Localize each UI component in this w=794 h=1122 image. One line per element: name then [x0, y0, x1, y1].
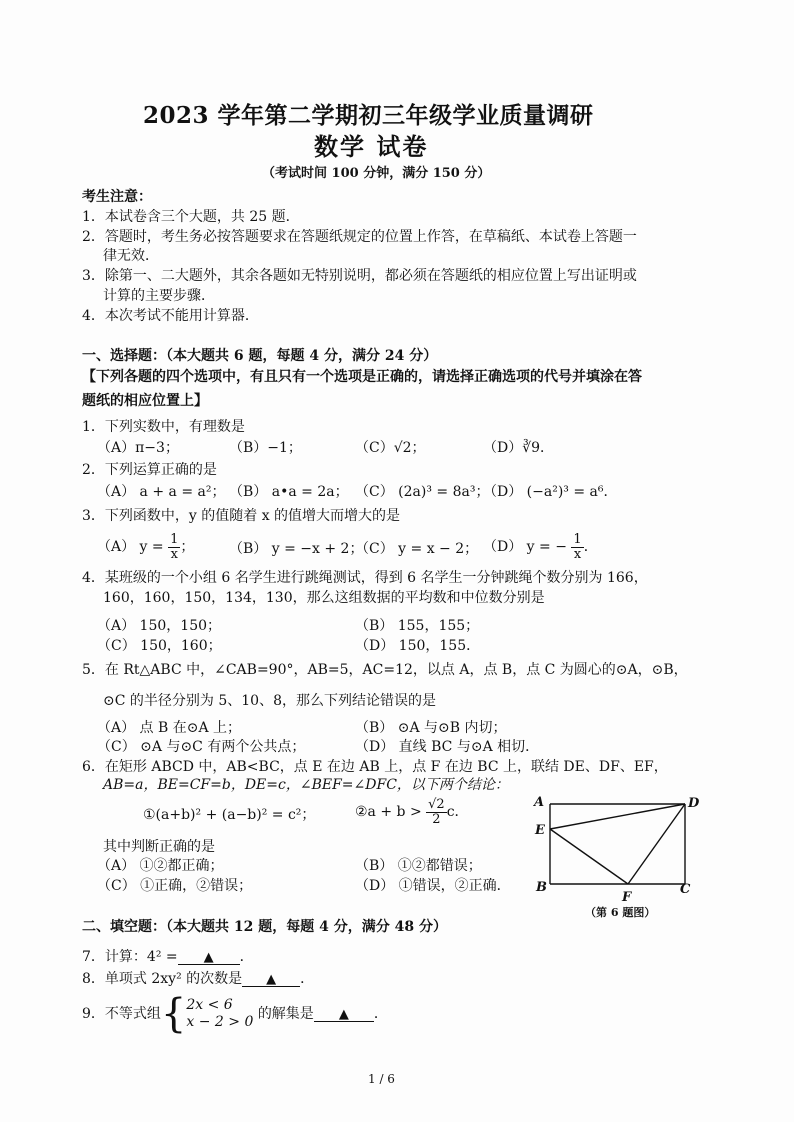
section1-instruction-cont: 题纸的相应位置上】	[82, 393, 208, 409]
q3-a-label: （A） y =	[97, 539, 164, 556]
q6-c2-head: ②a + b >	[355, 804, 422, 821]
q8-answer-blank[interactable]	[242, 972, 300, 987]
frac-den: x	[573, 546, 582, 562]
q9	[82, 991, 388, 1037]
q8-text: 8．单项式 2xy² 的次数是	[82, 971, 243, 987]
q1-stem: 1．下列实数中，有理数是	[82, 419, 245, 435]
q3-stem: 3．下列函数中，y 的值随着 x 的值增大而增大的是	[82, 508, 401, 524]
q6-stem-cont: AB=a，BE=CF=b，DE=c，∠BEF=∠DFC，以下两个结论：	[103, 777, 509, 793]
q7-tail: ．	[239, 949, 254, 965]
q5-option-a: （A） 点 B 在⊙A 上；	[97, 720, 242, 736]
segment-ef	[550, 829, 628, 884]
q4-option-d: （D） 150，155．	[355, 638, 481, 654]
inequality-system	[186, 997, 253, 1032]
q4-stem-cont: 160，160，150，134，130，那么这组数据的平均数和中位数分别是	[103, 590, 545, 606]
notice-item-3-cont: 计算的主要步骤．	[103, 288, 215, 304]
frac-num: √2	[428, 797, 445, 812]
q2-option-a: （A） a + a = a²；	[97, 484, 226, 500]
blank-mark: ▲	[338, 1006, 349, 1022]
section1-instruction: 【下列各题的四个选项中，有且只有一个选项是正确的，请选择正确选项的代号并填涂在答	[82, 369, 642, 385]
notice-num: 1．	[82, 209, 105, 225]
q6-c2-fraction	[426, 798, 447, 826]
page-number: 1 / 6	[368, 1072, 395, 1086]
notice-item-3	[82, 269, 637, 283]
q6-judge: 其中判断正确的是	[103, 839, 215, 855]
blank-mark: ▲	[266, 972, 277, 987]
notice-text: 本试卷含三个大题，共 25 题．	[104, 209, 300, 225]
inequality-1: 2x < 6	[186, 996, 233, 1013]
q5-stem-cont: ⊙C 的半径分别为 5、10、8，那么下列结论错误的是	[103, 693, 436, 709]
q3-a-tail: ；	[180, 539, 195, 556]
q3-option-d	[483, 533, 598, 561]
segment-de	[550, 804, 685, 829]
q9-answer-blank[interactable]	[314, 1007, 374, 1022]
q6-figure	[530, 792, 710, 922]
notice-item-2	[82, 230, 637, 244]
label-b: B	[536, 880, 547, 895]
system-brace: {	[160, 991, 187, 1037]
segment-df	[628, 804, 685, 884]
inequality-2: x − 2 > 0	[186, 1014, 254, 1030]
q1-option-c: （C）√2；	[355, 440, 426, 456]
q3-option-c: （C） y = x − 2；	[355, 541, 479, 557]
frac-num: 1	[170, 532, 179, 547]
q3-option-b: （B） y = −x + 2；	[229, 541, 364, 557]
q3-a-fraction	[168, 533, 180, 561]
q6-conclusion-1: ①(a+b)² + (a−b)² = c²；	[143, 807, 316, 823]
q6-option-b: （B） ①②都错误；	[355, 858, 482, 874]
notice-num: 4．	[82, 308, 105, 324]
exam-title: 2023 学年第二学期初三年级学业质量调研	[143, 102, 594, 129]
q5-option-d: （D） 直线 BC 与⊙A 相切．	[355, 739, 540, 755]
frac-num: 1	[573, 532, 582, 547]
q7-answer-blank[interactable]	[178, 950, 240, 965]
section2-heading: 二、填空题：（本大题共 12 题，每题 4 分，满分 48 分）	[82, 919, 447, 935]
notice-text: 除第一、二大题外，其余各题如无特别说明，都必须在答题纸的相应位置上写出证明或	[104, 268, 637, 284]
exam-subtitle: 数学 试卷	[314, 132, 429, 161]
q2-option-c: （C） (2a)³ = 8a³；	[355, 484, 490, 500]
q5-option-c: （C） ⊙A 与⊙C 有两个公共点；	[97, 739, 306, 755]
figure-caption: （第 6 题图）	[585, 906, 656, 919]
q9-mid: 的解集是	[257, 1006, 314, 1022]
q3-d-fraction	[571, 533, 583, 561]
exam-time-note: （考试时间 100 分钟，满分 150 分）	[262, 166, 491, 181]
q3-option-a	[97, 533, 194, 561]
label-f: F	[622, 890, 632, 905]
q9-tail: ．	[373, 1006, 388, 1022]
q6-option-d: （D） ①错误，②正确．	[355, 878, 511, 894]
q6-option-a: （A） ①②都正确；	[97, 858, 224, 874]
q5-stem: 5．在 Rt△ABC 中，∠CAB=90°，AB=5，AC=12，以点 A，点 B，点 C 为圆心的⊙A，⊙B，	[82, 662, 688, 678]
notice-num: 2．	[82, 229, 105, 245]
q6-stem: 6．在矩形 ABCD 中，AB<BC，点 E 在边 AB 上，点 F 在边 BC 上，联结 DE、DF、EF，	[82, 759, 668, 775]
q1-option-a: （A）π−3；	[97, 440, 179, 456]
notice-num: 3．	[82, 268, 105, 284]
q7-text: 7．计算：4² =	[82, 949, 178, 965]
q6-c2-tail: c．	[446, 804, 469, 821]
q5-option-b: （B） ⊙A 与⊙B 内切；	[355, 720, 507, 736]
q9-text: 9．不等式组	[82, 1006, 161, 1022]
q6-option-c: （C） ①正确，②错误；	[97, 878, 253, 894]
q1-option-d: （D）∛9．	[483, 440, 555, 456]
notice-heading: 考生注意：	[82, 189, 152, 205]
q2-option-b: （B） a•a = 2a；	[229, 484, 349, 500]
label-e: E	[535, 823, 545, 838]
frac-den: 2	[432, 811, 441, 827]
notice-item-2-cont: 律无效．	[103, 248, 159, 264]
q4-stem: 4．某班级的一个小组 6 名学生进行跳绳测试，得到 6 名学生一分钟跳绳个数分别为 166，	[82, 570, 648, 586]
frac-den: x	[170, 546, 178, 562]
notice-item-4	[82, 309, 259, 323]
q4-option-c: （C） 150，160；	[97, 638, 222, 654]
q2-stem: 2．下列运算正确的是	[82, 462, 217, 478]
q2-option-d: （D） (−a²)³ = a⁶．	[483, 484, 618, 500]
q7	[82, 950, 254, 965]
q3-d-tail: ．	[583, 539, 598, 556]
blank-mark: ▲	[203, 950, 214, 965]
notice-text: 本次考试不能用计算器．	[104, 308, 259, 324]
q1-option-b: （B）−1；	[229, 440, 302, 456]
q8-tail: ．	[300, 971, 315, 987]
notice-item-1	[82, 210, 300, 224]
label-c: C	[680, 882, 691, 897]
q8	[82, 972, 314, 987]
q4-option-b: （B） 155，155；	[355, 618, 480, 634]
q3-d-label: （D） y = −	[483, 539, 567, 556]
label-a: A	[534, 795, 545, 810]
section1-heading: 一、选择题：（本大题共 6 题，每题 4 分，满分 24 分）	[82, 348, 438, 364]
q4-option-a: （A） 150，150；	[97, 618, 222, 634]
q6-conclusion-2	[355, 798, 469, 826]
notice-text: 答题时，考生务必按答题要求在答题纸规定的位置上作答，在草稿纸、本试卷上答题一	[104, 229, 637, 245]
label-d: D	[688, 796, 700, 811]
